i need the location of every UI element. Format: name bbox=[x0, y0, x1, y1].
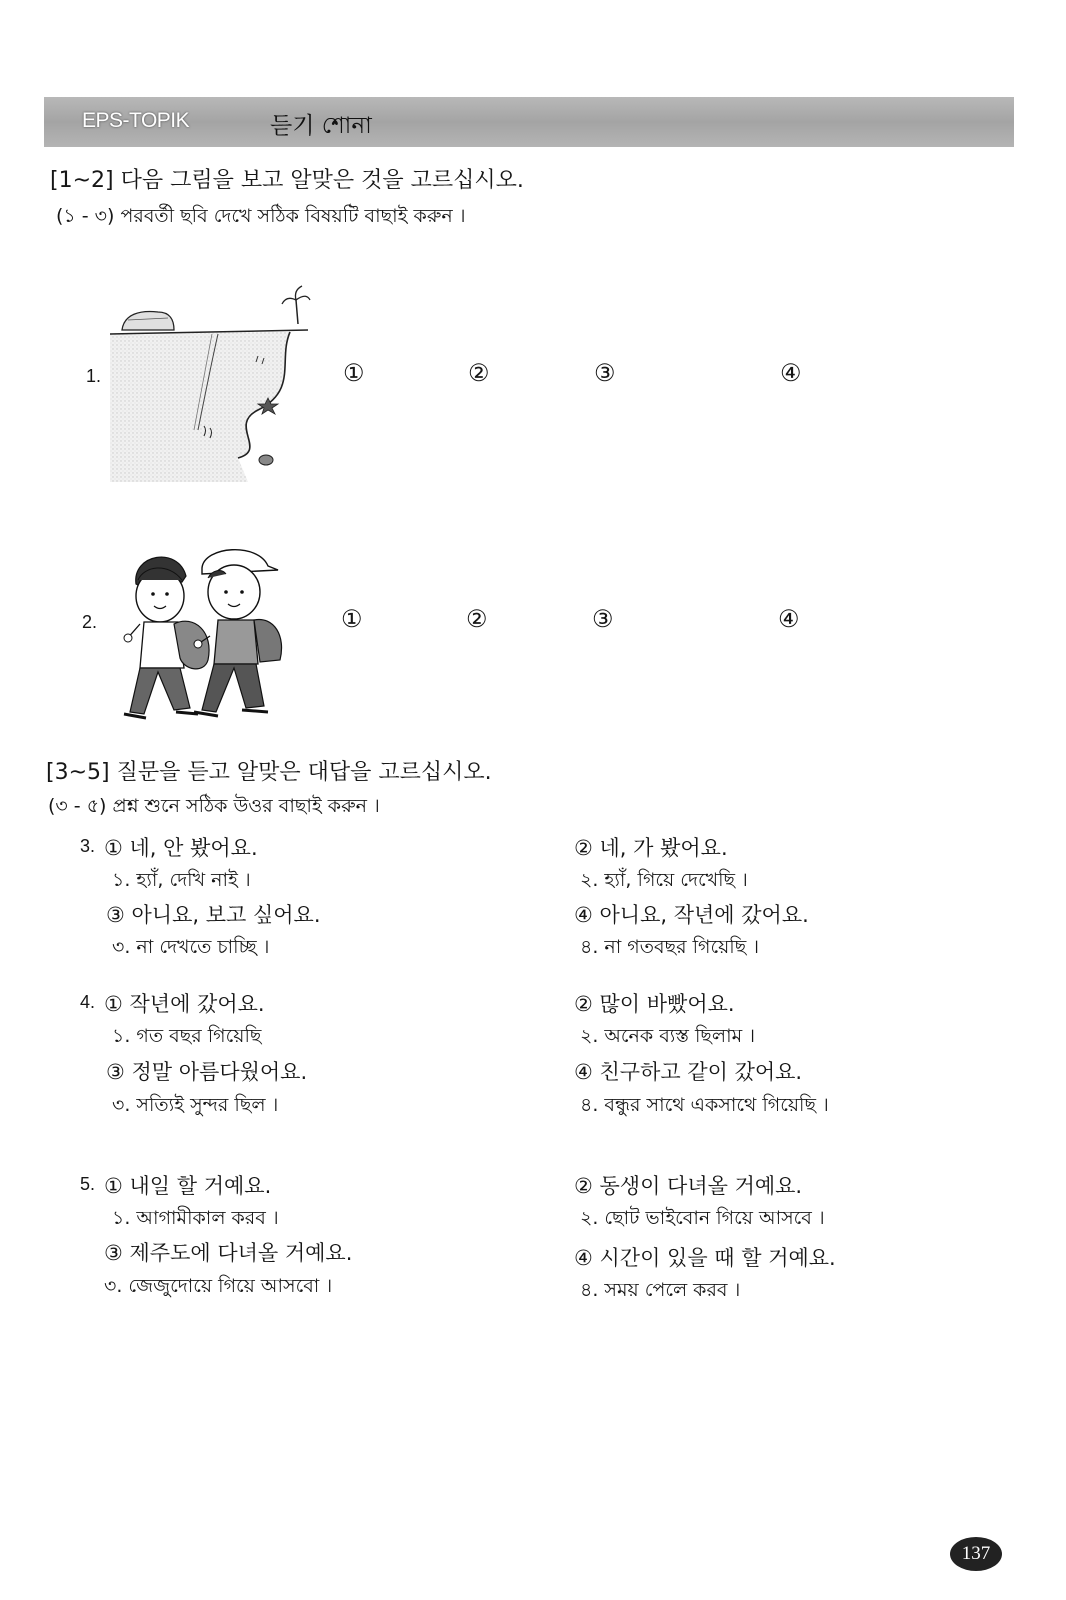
brand-label: EPS-TOPIK bbox=[82, 109, 190, 132]
question-1-choice-4[interactable]: ④ bbox=[780, 359, 802, 387]
question-4-option-1-ko[interactable]: ① 작년에 갔어요. bbox=[104, 992, 265, 1016]
question-4-option-1-bn: ১. গত বছর গিয়েছি bbox=[112, 1025, 262, 1047]
question-5-option-1-ko[interactable]: ① 내일 할 거예요. bbox=[104, 1174, 272, 1198]
section-title: 듣기 শোনা bbox=[270, 113, 372, 139]
part2-instruction-ko: [3~5] 질문을 듣고 알맞은 대답을 고르십시오. bbox=[46, 760, 492, 785]
question-3-option-1-ko[interactable]: ① 네, 안 봤어요. bbox=[104, 836, 258, 860]
question-4-option-3-bn: ৩. সত্যিই সুন্দর ছিল । bbox=[112, 1094, 279, 1116]
question-4-option-4-ko[interactable]: ④ 친구하고 같이 갔어요. bbox=[574, 1060, 803, 1084]
question-4-option-4-bn: ৪. বন্ধুর সাথে একসাথে গিয়েছি । bbox=[580, 1094, 829, 1116]
question-5-option-3-bn: ৩. জেজুদোয়ে গিয়ে আসবো । bbox=[104, 1275, 333, 1297]
question-2-choice-4[interactable]: ④ bbox=[778, 605, 800, 633]
question-5-option-3-ko[interactable]: ③ 제주도에 다녀올 거예요. bbox=[104, 1241, 353, 1265]
question-2-choice-2[interactable]: ② bbox=[466, 605, 488, 633]
question-2-choice-1[interactable]: ① bbox=[341, 605, 363, 633]
beach-scene-picture bbox=[108, 280, 314, 484]
page-number-badge: 137 bbox=[950, 1537, 1002, 1571]
header-bar bbox=[44, 97, 1014, 147]
question-1-choice-1[interactable]: ① bbox=[343, 359, 365, 387]
question-5-option-2-ko[interactable]: ② 동생이 다녀올 거예요. bbox=[574, 1174, 803, 1198]
question-4-option-2-ko[interactable]: ② 많이 바빴어요. bbox=[574, 992, 735, 1016]
part1-instruction-ko: [1~2] 다음 그림을 보고 알맞은 것을 고르십시오. bbox=[50, 168, 524, 193]
two-hikers-picture bbox=[118, 540, 290, 730]
question-3-option-4-ko[interactable]: ④ 아니요, 작년에 갔어요. bbox=[574, 903, 809, 927]
question-3-option-1-bn: ১. হ্যাঁ, দেখি নাই । bbox=[112, 869, 251, 891]
part1-instruction-bn: (১ - ৩) পরবর্তী ছবি দেখে সঠিক বিষয়টি বাছাই করুন । bbox=[56, 205, 466, 227]
question-3-option-2-ko[interactable]: ② 네, 가 봤어요. bbox=[574, 836, 728, 860]
question-1-choice-3[interactable]: ③ bbox=[594, 359, 616, 387]
question-2-choice-3[interactable]: ③ bbox=[592, 605, 614, 633]
question-3-option-2-bn: ২. হ্যাঁ, গিয়ে দেখেছি । bbox=[580, 869, 748, 891]
question-4-option-3-ko[interactable]: ③ 정말 아름다웠어요. bbox=[106, 1060, 308, 1084]
question-4-option-2-bn: ২. অনেক ব্যস্ত ছিলাম । bbox=[580, 1025, 755, 1047]
question-5-option-4-bn: ৪. সময় পেলে করব । bbox=[580, 1279, 741, 1301]
question-5-option-4-ko[interactable]: ④ 시간이 있을 때 할 거예요. bbox=[574, 1246, 836, 1270]
question-5-number: 5. bbox=[80, 1174, 96, 1194]
part2-instruction-bn: (৩ - ৫) প্রশ্ন শুনে সঠিক উওর বাছাই করুন । bbox=[48, 795, 380, 817]
question-3-option-4-bn: ৪. না গতবছর গিয়েছি । bbox=[580, 936, 760, 958]
question-5-option-1-bn: ১. আগামীকাল করব । bbox=[112, 1207, 279, 1229]
question-3-option-3-ko[interactable]: ③ 아니요, 보고 싶어요. bbox=[106, 903, 321, 927]
question-3-option-3-bn: ৩. না দেখতে চাচ্ছি । bbox=[112, 936, 270, 958]
question-1-number: 1. bbox=[86, 366, 102, 386]
question-1-choice-2[interactable]: ② bbox=[468, 359, 490, 387]
question-5-option-2-bn: ২. ছোট ভাইবোন গিয়ে আসবে । bbox=[580, 1207, 825, 1229]
question-3-number: 3. bbox=[80, 836, 96, 856]
question-4-number: 4. bbox=[80, 992, 96, 1012]
question-2-number: 2. bbox=[82, 612, 98, 632]
